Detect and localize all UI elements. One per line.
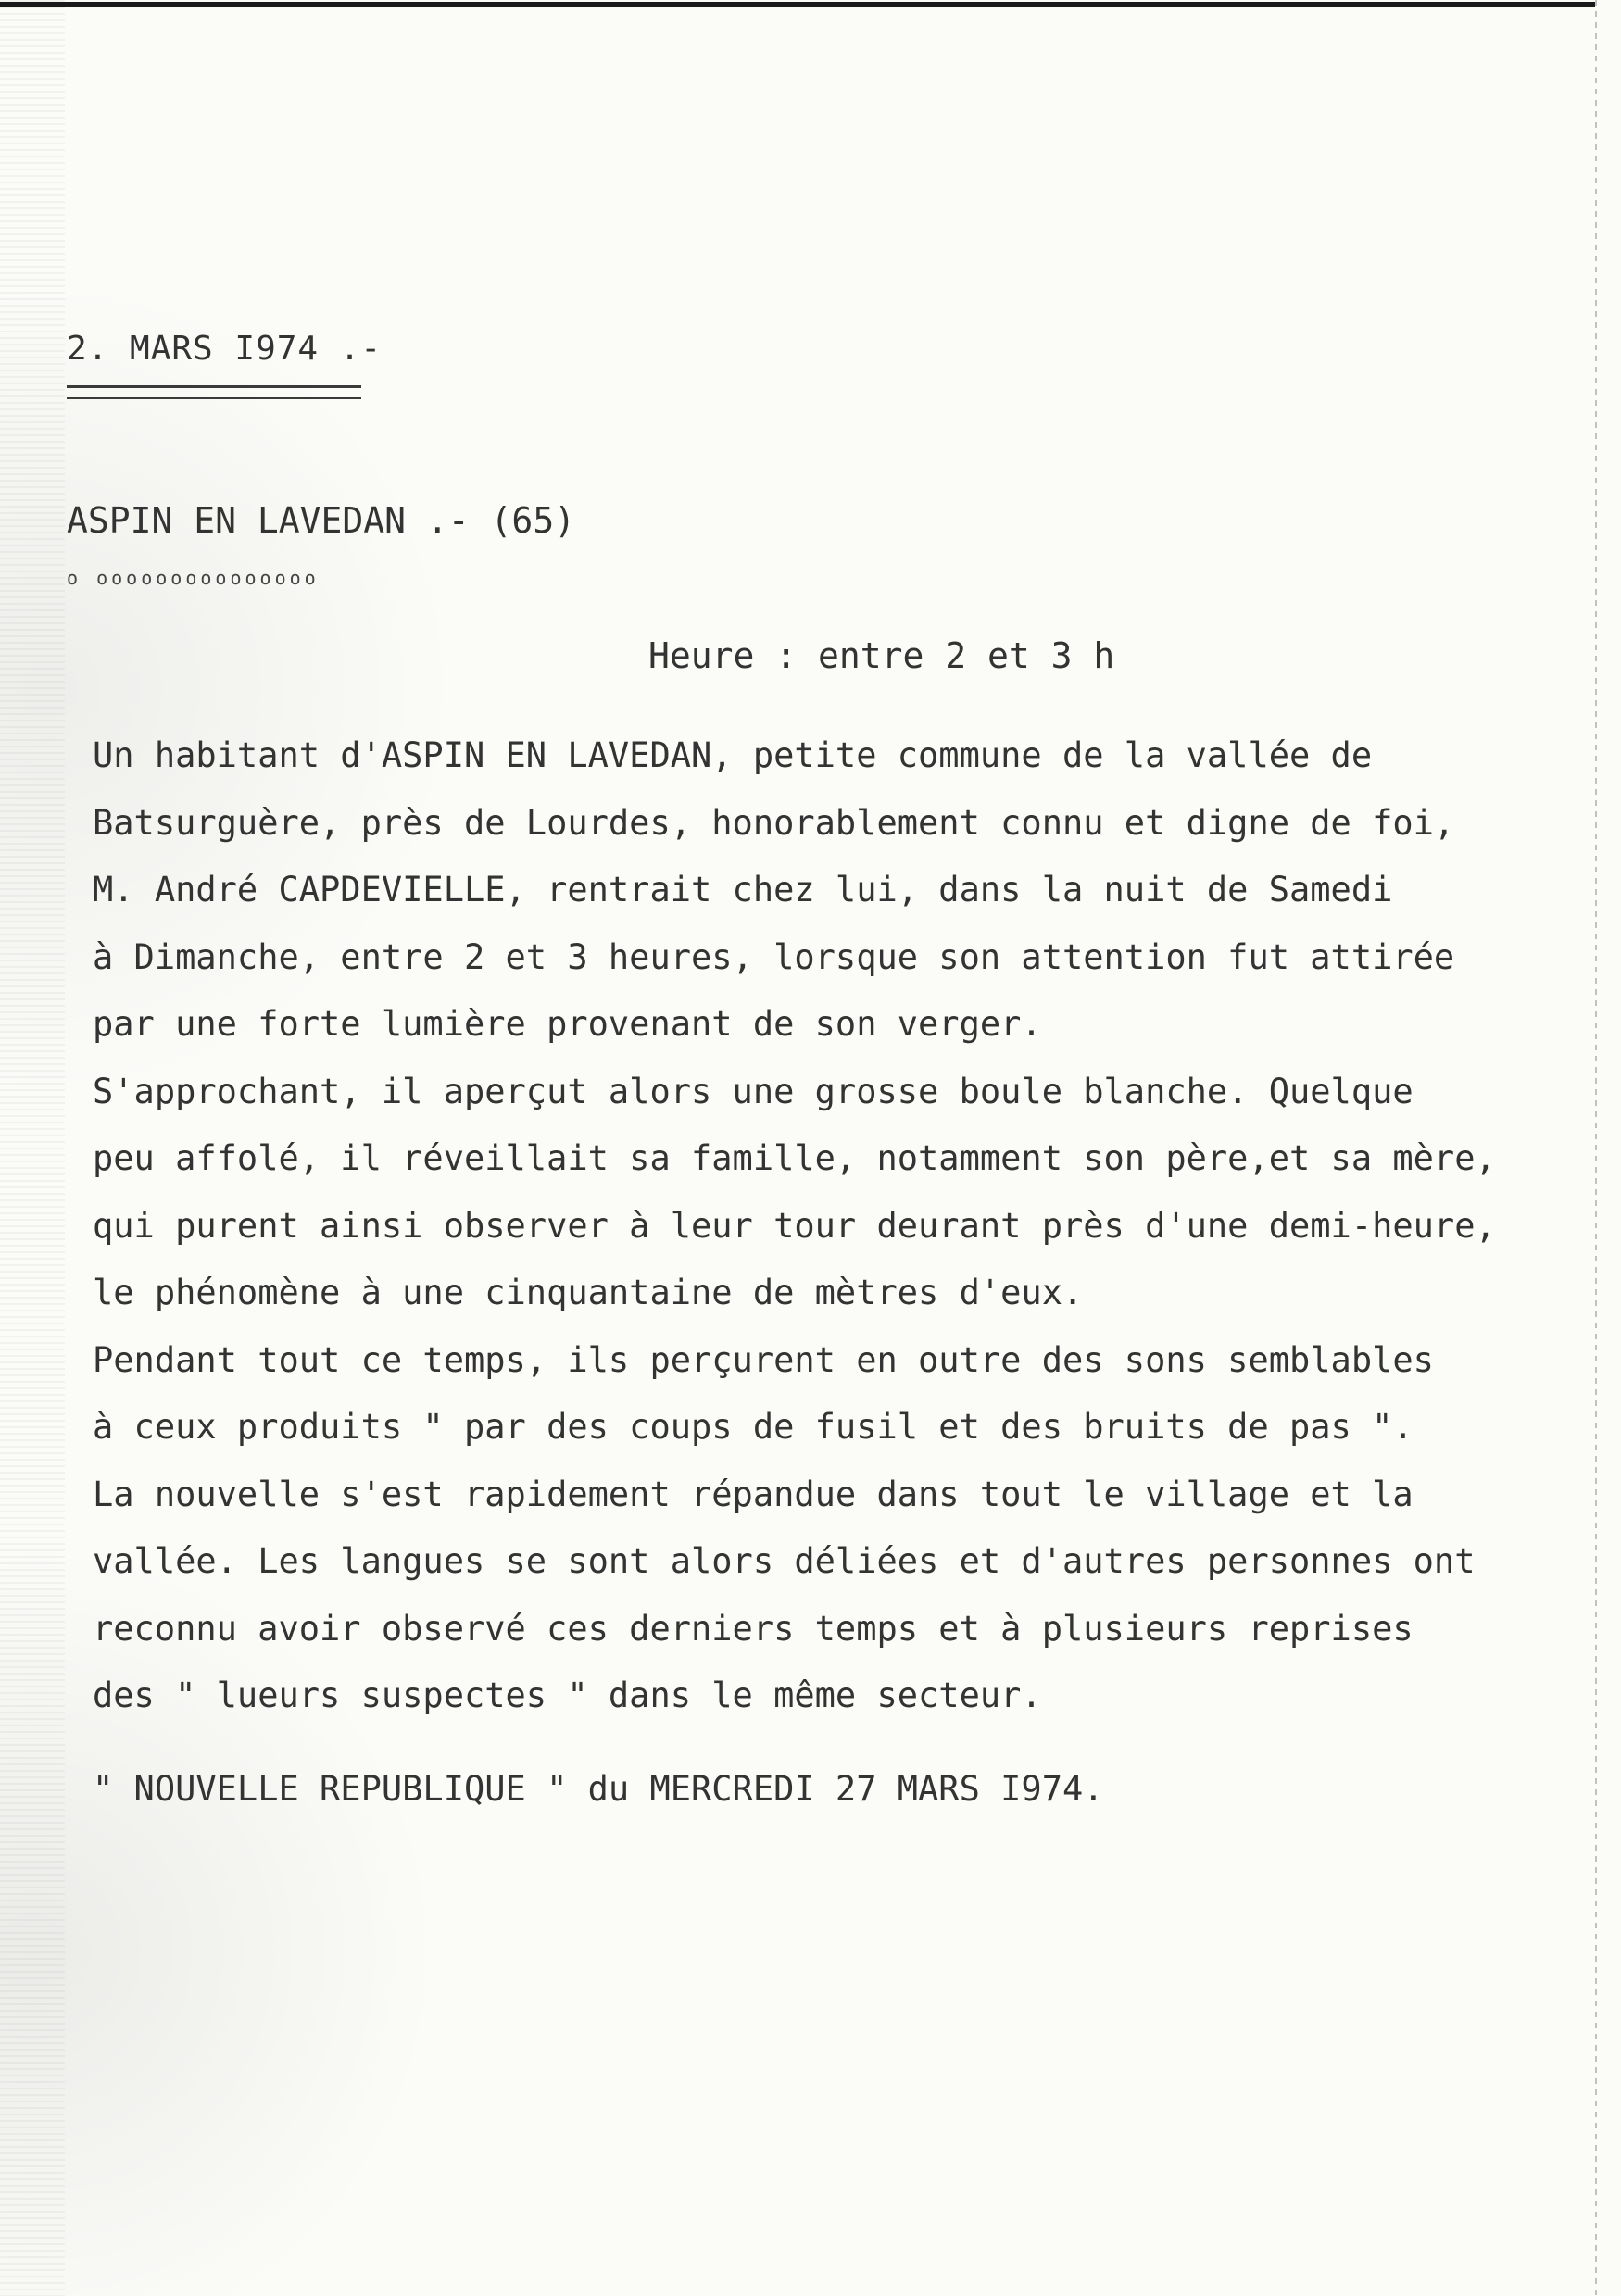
article-line: Pendant tout ce temps, ils perçurent en outre des sons semblables [93, 1339, 1434, 1380]
article-line: le phénomène à une cinquantaine de mètres d'eux. [93, 1273, 1084, 1312]
article-body [93, 722, 1593, 1730]
article-line: à ceux produits " par des coups de fusil et des bruits de pas ". [93, 1407, 1414, 1447]
scan-edge-right [1595, 0, 1597, 2296]
time-line: Heure : entre 2 et 3 h [648, 635, 1115, 676]
article-line: peu affolé, il réveillait sa famille, notamment son père,et sa mère, [93, 1138, 1496, 1178]
article-line: des " lueurs suspectes " dans le même secteur. [93, 1675, 1042, 1715]
article-line: reconnu avoir observé ces derniers temps et à plusieurs reprises [93, 1608, 1414, 1649]
article-line: par une forte lumière provenant de son verger. [93, 1004, 1042, 1044]
date-underline [67, 385, 361, 399]
article-line: à Dimanche, entre 2 et 3 heures, lorsque son attention fut attirée [93, 936, 1455, 977]
article-line: Un habitant d'ASPIN EN LAVEDAN, petite commune de la vallée de [93, 735, 1373, 775]
article-line: vallée. Les langues se sont alors déliées et d'autres personnes ont [93, 1541, 1476, 1581]
top-rule [0, 2, 1595, 7]
article-line: M. André CAPDEVIELLE, rentrait chez lui, dans la nuit de Samedi [93, 870, 1393, 910]
article-line: qui purent ainsi observer à leur tour deurant près d'une demi-heure, [93, 1205, 1496, 1246]
article-line: Batsurguère, près de Lourdes, honorablement connu et digne de foi, [93, 802, 1455, 843]
place-heading: ASPIN EN LAVEDAN .- (65) [67, 500, 576, 541]
source-citation: " NOUVELLE REPUBLIQUE " du MERCREDI 27 MARS I974. [93, 1769, 1104, 1809]
place-underline: o ooooooooooooooo [67, 567, 320, 589]
article-line: S'approchant, il aperçut alors une grosse boule blanche. Quelque [93, 1071, 1414, 1111]
date-heading: 2. MARS I974 .- [67, 330, 383, 368]
scan-noise-left [0, 0, 65, 2296]
article-line: La nouvelle s'est rapidement répandue dans tout le village et la [93, 1474, 1414, 1514]
